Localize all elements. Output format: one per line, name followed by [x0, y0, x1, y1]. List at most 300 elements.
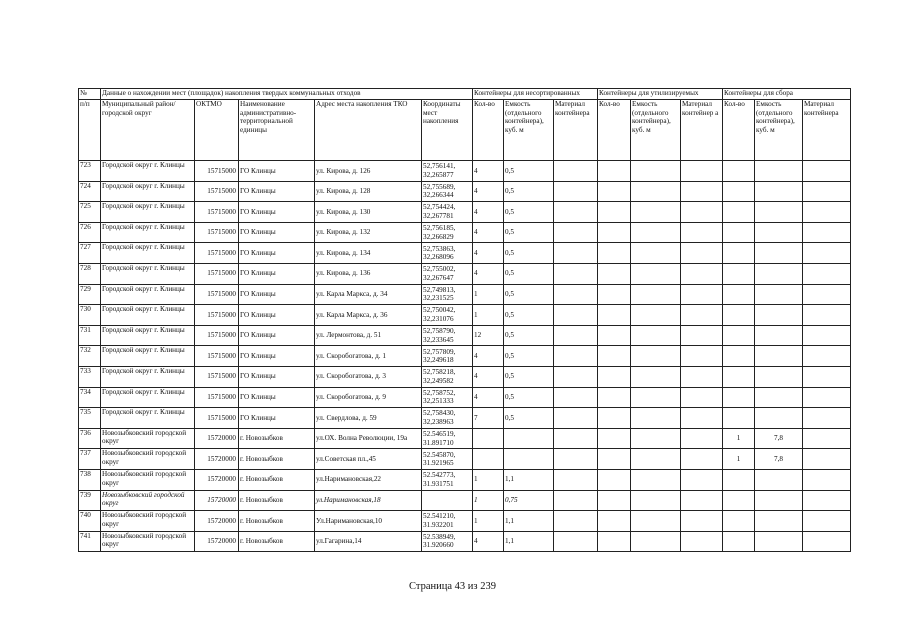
cell-unsorted-capacity: 0,5	[504, 325, 554, 346]
cell-unsorted-material	[554, 181, 598, 202]
cell-address: ул. Кирова, д. 128	[315, 181, 422, 202]
header-group-collect: Контейнеры для сбора	[723, 89, 851, 100]
header-capacity: Емкость (отдельного контейнера), куб. м	[504, 100, 554, 161]
cell-oktmo: 15715000	[195, 325, 239, 346]
cell-collect-material	[803, 531, 851, 552]
cell-recycle-material	[681, 161, 723, 182]
cell-unit: ГО Клинцы	[239, 243, 315, 264]
cell-unsorted-count: 4	[473, 346, 504, 367]
cell-recycle-material	[681, 366, 723, 387]
header-count2: Кол-во	[598, 100, 631, 161]
cell-unsorted-capacity	[504, 449, 554, 470]
cell-collect-material	[803, 490, 851, 511]
cell-unsorted-count: 1	[473, 284, 504, 305]
cell-collect-capacity	[755, 263, 803, 284]
cell-unsorted-material	[554, 243, 598, 264]
table-row	[79, 202, 851, 223]
cell-unsorted-material	[554, 490, 598, 511]
cell-collect-material	[803, 387, 851, 408]
cell-no: 723	[79, 161, 101, 182]
cell-collect-capacity	[755, 531, 803, 552]
cell-district: Городской округ г. Клинцы	[101, 408, 195, 429]
header-group-unsorted: Контейнеры для несортированных	[473, 89, 598, 100]
cell-recycle-capacity	[631, 408, 681, 429]
table-row	[79, 161, 851, 182]
cell-collect-material	[803, 222, 851, 243]
cell-coords: 52,755689, 32,266344	[422, 181, 473, 202]
cell-coords: 52.538949, 31.920660	[422, 531, 473, 552]
cell-coords: 52,756185, 32,266829	[422, 222, 473, 243]
cell-recycle-capacity	[631, 325, 681, 346]
cell-coords: 52,753863, 32,268096	[422, 243, 473, 264]
cell-unit: ГО Клинцы	[239, 387, 315, 408]
cell-recycle-capacity	[631, 449, 681, 470]
cell-collect-count	[723, 346, 755, 367]
cell-unsorted-material	[554, 428, 598, 449]
cell-collect-capacity	[755, 490, 803, 511]
table-row	[79, 346, 851, 367]
cell-unit: ГО Клинцы	[239, 366, 315, 387]
cell-unit: ГО Клинцы	[239, 408, 315, 429]
cell-no: 736	[79, 428, 101, 449]
cell-address: ул. Свердлова, д. 59	[315, 408, 422, 429]
cell-recycle-capacity	[631, 243, 681, 264]
header-no: №	[79, 89, 101, 100]
cell-collect-capacity	[755, 511, 803, 532]
cell-recycle-count	[598, 469, 631, 490]
cell-unsorted-capacity: 0,5	[504, 408, 554, 429]
cell-recycle-capacity	[631, 263, 681, 284]
cell-collect-capacity: 7,8	[755, 428, 803, 449]
cell-recycle-count	[598, 222, 631, 243]
cell-collect-capacity	[755, 222, 803, 243]
cell-oktmo: 15715000	[195, 202, 239, 223]
cell-recycle-count	[598, 325, 631, 346]
cell-unsorted-count: 1	[473, 305, 504, 326]
cell-no: 734	[79, 387, 101, 408]
cell-collect-capacity	[755, 181, 803, 202]
cell-unsorted-capacity: 0,5	[504, 222, 554, 243]
cell-recycle-capacity	[631, 366, 681, 387]
cell-address: Ул.Наримановская,10	[315, 511, 422, 532]
cell-collect-count	[723, 511, 755, 532]
cell-unit: ГО Клинцы	[239, 325, 315, 346]
cell-unit: ГО Клинцы	[239, 305, 315, 326]
cell-unit: г. Новозыбков	[239, 511, 315, 532]
cell-collect-count	[723, 284, 755, 305]
cell-collect-capacity	[755, 325, 803, 346]
cell-unsorted-count: 4	[473, 243, 504, 264]
cell-unsorted-material	[554, 305, 598, 326]
cell-recycle-count	[598, 243, 631, 264]
cell-unsorted-capacity: 0,5	[504, 366, 554, 387]
cell-unsorted-material	[554, 325, 598, 346]
cell-recycle-count	[598, 346, 631, 367]
header-capacity3: Емкость (отдельного контейнера), куб. м	[755, 100, 803, 161]
cell-recycle-count	[598, 408, 631, 429]
table-row	[79, 511, 851, 532]
cell-recycle-capacity	[631, 181, 681, 202]
cell-recycle-material	[681, 305, 723, 326]
cell-unit: ГО Клинцы	[239, 284, 315, 305]
cell-unsorted-count: 1	[473, 511, 504, 532]
cell-no: 727	[79, 243, 101, 264]
cell-recycle-count	[598, 202, 631, 223]
cell-unsorted-count: 4	[473, 222, 504, 243]
header-no2: п/п	[79, 100, 101, 161]
cell-no: 735	[79, 408, 101, 429]
cell-unsorted-material	[554, 469, 598, 490]
cell-coords: 52,758790, 32,233645	[422, 325, 473, 346]
cell-coords	[422, 490, 473, 511]
cell-coords: 52,758218, 32,249582	[422, 366, 473, 387]
cell-collect-material	[803, 181, 851, 202]
cell-recycle-material	[681, 428, 723, 449]
cell-collect-count	[723, 387, 755, 408]
cell-unit: ГО Клинцы	[239, 222, 315, 243]
cell-no: 740	[79, 511, 101, 532]
cell-oktmo: 15715000	[195, 408, 239, 429]
cell-address: ул. Скоробогатова, д. 9	[315, 387, 422, 408]
cell-address: ул.Наримановская,18	[315, 490, 422, 511]
cell-no: 741	[79, 531, 101, 552]
cell-unsorted-count: 4	[473, 263, 504, 284]
cell-recycle-material	[681, 490, 723, 511]
cell-recycle-material	[681, 346, 723, 367]
cell-no: 731	[79, 325, 101, 346]
cell-unsorted-count: 4	[473, 161, 504, 182]
cell-unsorted-capacity: 0,5	[504, 181, 554, 202]
cell-unsorted-capacity: 0,75	[504, 490, 554, 511]
cell-district: Городской округ г. Клинцы	[101, 387, 195, 408]
cell-no: 730	[79, 305, 101, 326]
cell-unsorted-count: 4	[473, 181, 504, 202]
cell-address: ул.Гагарина,14	[315, 531, 422, 552]
cell-district: Городской округ г. Клинцы	[101, 202, 195, 223]
cell-unsorted-material	[554, 531, 598, 552]
cell-oktmo: 15720000	[195, 511, 239, 532]
cell-no: 732	[79, 346, 101, 367]
cell-collect-material	[803, 325, 851, 346]
cell-collect-count	[723, 263, 755, 284]
cell-no: 728	[79, 263, 101, 284]
cell-oktmo: 15720000	[195, 469, 239, 490]
cell-unsorted-capacity: 0,5	[504, 243, 554, 264]
page-counter: Страница 43 из 239	[409, 581, 496, 592]
cell-oktmo: 15715000	[195, 387, 239, 408]
cell-address: ул.ОХ. Волна Революции, 19а	[315, 428, 422, 449]
cell-recycle-count	[598, 511, 631, 532]
header-group-recycle: Контейнеры для утилизируемых	[598, 89, 723, 100]
cell-unit: г. Новозыбков	[239, 469, 315, 490]
cell-recycle-capacity	[631, 161, 681, 182]
header-row-columns	[79, 100, 851, 161]
cell-recycle-material	[681, 243, 723, 264]
cell-district: Новозыбковский городской округ	[101, 531, 195, 552]
cell-address: ул. Скоробогатова, д. 3	[315, 366, 422, 387]
cell-collect-capacity	[755, 366, 803, 387]
cell-recycle-count	[598, 181, 631, 202]
cell-district: Городской округ г. Клинцы	[101, 161, 195, 182]
cell-unit: г. Новозыбков	[239, 428, 315, 449]
cell-coords: 52,754424, 32,267781	[422, 202, 473, 223]
table-row	[79, 325, 851, 346]
cell-no: 737	[79, 449, 101, 470]
cell-collect-material	[803, 449, 851, 470]
cell-address: ул.Советская пл.,45	[315, 449, 422, 470]
register-table	[78, 88, 851, 552]
cell-collect-capacity	[755, 408, 803, 429]
cell-recycle-material	[681, 263, 723, 284]
cell-coords: 52,749813, 32,231525	[422, 284, 473, 305]
cell-unsorted-capacity: 0,5	[504, 346, 554, 367]
cell-unsorted-capacity: 0,5	[504, 305, 554, 326]
cell-oktmo: 15715000	[195, 366, 239, 387]
cell-unsorted-capacity: 0,5	[504, 284, 554, 305]
cell-collect-material	[803, 202, 851, 223]
table-row	[79, 408, 851, 429]
cell-unit: г. Новозыбков	[239, 490, 315, 511]
table-row	[79, 490, 851, 511]
cell-collect-capacity	[755, 161, 803, 182]
table-row	[79, 428, 851, 449]
cell-district: Городской округ г. Клинцы	[101, 366, 195, 387]
table-row	[79, 449, 851, 470]
cell-district: Городской округ г. Клинцы	[101, 243, 195, 264]
cell-collect-material	[803, 428, 851, 449]
cell-address: ул. Кирова, д. 136	[315, 263, 422, 284]
cell-recycle-material	[681, 469, 723, 490]
cell-recycle-capacity	[631, 346, 681, 367]
cell-recycle-count	[598, 284, 631, 305]
cell-address: ул. Карла Маркса, д. 34	[315, 284, 422, 305]
cell-oktmo: 15715000	[195, 181, 239, 202]
cell-unsorted-capacity: 1,1	[504, 511, 554, 532]
cell-unit: ГО Клинцы	[239, 202, 315, 223]
cell-unsorted-capacity	[504, 428, 554, 449]
cell-oktmo: 15720000	[195, 449, 239, 470]
header-capacity2: Емкость (отдельного контейнера), куб. м	[631, 100, 681, 161]
cell-collect-count	[723, 366, 755, 387]
cell-oktmo: 15715000	[195, 305, 239, 326]
cell-recycle-count	[598, 305, 631, 326]
cell-address: ул. Кирова, д. 130	[315, 202, 422, 223]
cell-collect-capacity	[755, 284, 803, 305]
cell-recycle-capacity	[631, 202, 681, 223]
cell-no: 738	[79, 469, 101, 490]
cell-unsorted-count: 4	[473, 202, 504, 223]
cell-recycle-material	[681, 284, 723, 305]
cell-collect-capacity	[755, 346, 803, 367]
cell-oktmo: 15715000	[195, 243, 239, 264]
cell-coords: 52,756141, 32,265877	[422, 161, 473, 182]
header-count3: Кол-во	[723, 100, 755, 161]
table-row	[79, 387, 851, 408]
cell-recycle-material	[681, 511, 723, 532]
cell-unsorted-count: 7	[473, 408, 504, 429]
cell-no: 733	[79, 366, 101, 387]
cell-recycle-count	[598, 428, 631, 449]
cell-oktmo: 15720000	[195, 428, 239, 449]
cell-recycle-count	[598, 366, 631, 387]
cell-no: 726	[79, 222, 101, 243]
cell-collect-material	[803, 305, 851, 326]
cell-oktmo: 15720000	[195, 490, 239, 511]
cell-unsorted-material	[554, 202, 598, 223]
cell-unit: ГО Клинцы	[239, 263, 315, 284]
table-row	[79, 469, 851, 490]
cell-collect-count	[723, 161, 755, 182]
cell-collect-count	[723, 490, 755, 511]
cell-unsorted-capacity: 0,5	[504, 263, 554, 284]
cell-collect-count: 1	[723, 428, 755, 449]
cell-no: 729	[79, 284, 101, 305]
cell-address: ул.Наримановская,22	[315, 469, 422, 490]
cell-coords: 52.545870, 31.921965	[422, 449, 473, 470]
cell-coords: 52.542773, 31.931751	[422, 469, 473, 490]
cell-unsorted-count: 1	[473, 469, 504, 490]
cell-collect-count: 1	[723, 449, 755, 470]
cell-recycle-count	[598, 490, 631, 511]
table-row	[79, 222, 851, 243]
cell-recycle-capacity	[631, 531, 681, 552]
cell-unsorted-capacity: 1,1	[504, 531, 554, 552]
cell-unit: ГО Клинцы	[239, 161, 315, 182]
cell-collect-capacity	[755, 469, 803, 490]
cell-collect-material	[803, 469, 851, 490]
cell-collect-material	[803, 366, 851, 387]
cell-unsorted-material	[554, 161, 598, 182]
cell-district: Городской округ г. Клинцы	[101, 263, 195, 284]
cell-unsorted-material	[554, 449, 598, 470]
header-material: Материал контейнера	[554, 100, 598, 161]
header-group-location: Данные о нахождении мест (площадок) накопления твердых коммунальных отходов	[101, 89, 473, 100]
cell-unsorted-material	[554, 387, 598, 408]
cell-recycle-material	[681, 531, 723, 552]
table-row	[79, 284, 851, 305]
cell-collect-count	[723, 531, 755, 552]
cell-recycle-material	[681, 408, 723, 429]
cell-collect-material	[803, 263, 851, 284]
cell-unsorted-material	[554, 346, 598, 367]
cell-unsorted-capacity: 0,5	[504, 161, 554, 182]
cell-recycle-capacity	[631, 490, 681, 511]
cell-unit: ГО Клинцы	[239, 181, 315, 202]
cell-recycle-material	[681, 449, 723, 470]
cell-coords: 52.546519, 31.891710	[422, 428, 473, 449]
cell-coords: 52,758430, 32,238963	[422, 408, 473, 429]
cell-collect-count	[723, 305, 755, 326]
cell-unsorted-material	[554, 511, 598, 532]
cell-recycle-capacity	[631, 469, 681, 490]
table-row	[79, 305, 851, 326]
cell-unsorted-count: 4	[473, 366, 504, 387]
cell-unsorted-material	[554, 284, 598, 305]
header-oktmo: ОКТМО	[195, 100, 239, 161]
cell-address: ул. Кирова, д. 134	[315, 243, 422, 264]
cell-coords: 52,755002, 32,267647	[422, 263, 473, 284]
cell-unsorted-capacity: 0,5	[504, 202, 554, 223]
cell-unit: ГО Клинцы	[239, 346, 315, 367]
cell-recycle-count	[598, 263, 631, 284]
cell-district: Городской округ г. Клинцы	[101, 305, 195, 326]
cell-oktmo: 15715000	[195, 263, 239, 284]
cell-unit: г. Новозыбков	[239, 531, 315, 552]
cell-district: Городской округ г. Клинцы	[101, 325, 195, 346]
cell-collect-count	[723, 181, 755, 202]
table-row	[79, 263, 851, 284]
cell-unsorted-count: 1	[473, 490, 504, 511]
cell-collect-material	[803, 346, 851, 367]
header-material3: Материал контейнера	[803, 100, 851, 161]
cell-recycle-count	[598, 531, 631, 552]
cell-collect-material	[803, 284, 851, 305]
cell-oktmo: 15715000	[195, 161, 239, 182]
cell-recycle-material	[681, 387, 723, 408]
cell-no: 739	[79, 490, 101, 511]
cell-collect-count	[723, 222, 755, 243]
cell-recycle-capacity	[631, 284, 681, 305]
cell-district: Новозыбковский городской округ	[101, 428, 195, 449]
cell-no: 724	[79, 181, 101, 202]
cell-oktmo: 15715000	[195, 346, 239, 367]
cell-district: Городской округ г. Клинцы	[101, 181, 195, 202]
header-count: Кол-во	[473, 100, 504, 161]
cell-district: Городской округ г. Клинцы	[101, 222, 195, 243]
cell-unsorted-material	[554, 408, 598, 429]
cell-recycle-capacity	[631, 305, 681, 326]
cell-collect-material	[803, 511, 851, 532]
cell-unsorted-capacity: 0,5	[504, 387, 554, 408]
cell-collect-count	[723, 325, 755, 346]
header-row-groups	[79, 89, 851, 100]
cell-address: ул. Лермонтова, д. 51	[315, 325, 422, 346]
cell-collect-capacity: 7,8	[755, 449, 803, 470]
header-admin-unit: Наименование административно-территориальной единицы	[239, 100, 315, 161]
table-row	[79, 531, 851, 552]
cell-collect-capacity	[755, 387, 803, 408]
cell-recycle-capacity	[631, 387, 681, 408]
cell-unsorted-material	[554, 263, 598, 284]
cell-recycle-count	[598, 449, 631, 470]
cell-unsorted-material	[554, 222, 598, 243]
cell-unit: г. Новозыбков	[239, 449, 315, 470]
cell-recycle-capacity	[631, 511, 681, 532]
cell-collect-count	[723, 243, 755, 264]
cell-coords: 52,757809, 32,249618	[422, 346, 473, 367]
cell-recycle-material	[681, 325, 723, 346]
cell-collect-material	[803, 243, 851, 264]
cell-recycle-material	[681, 181, 723, 202]
cell-district: Новозыбковский городской округ	[101, 511, 195, 532]
cell-recycle-capacity	[631, 222, 681, 243]
header-municipal: Муниципальный район/городской округ	[101, 100, 195, 161]
table-row	[79, 366, 851, 387]
cell-recycle-material	[681, 202, 723, 223]
cell-district: Городской округ г. Клинцы	[101, 346, 195, 367]
cell-coords: 52,750042, 32,231076	[422, 305, 473, 326]
header-address: Адрес места накопления ТКО	[315, 100, 422, 161]
header-coords: Координаты мест накопления	[422, 100, 473, 161]
cell-unsorted-capacity: 1,1	[504, 469, 554, 490]
cell-address: ул. Кирова, д. 132	[315, 222, 422, 243]
table-row	[79, 243, 851, 264]
cell-no: 725	[79, 202, 101, 223]
cell-collect-capacity	[755, 202, 803, 223]
cell-collect-count	[723, 408, 755, 429]
cell-unsorted-count	[473, 428, 504, 449]
cell-recycle-count	[598, 387, 631, 408]
